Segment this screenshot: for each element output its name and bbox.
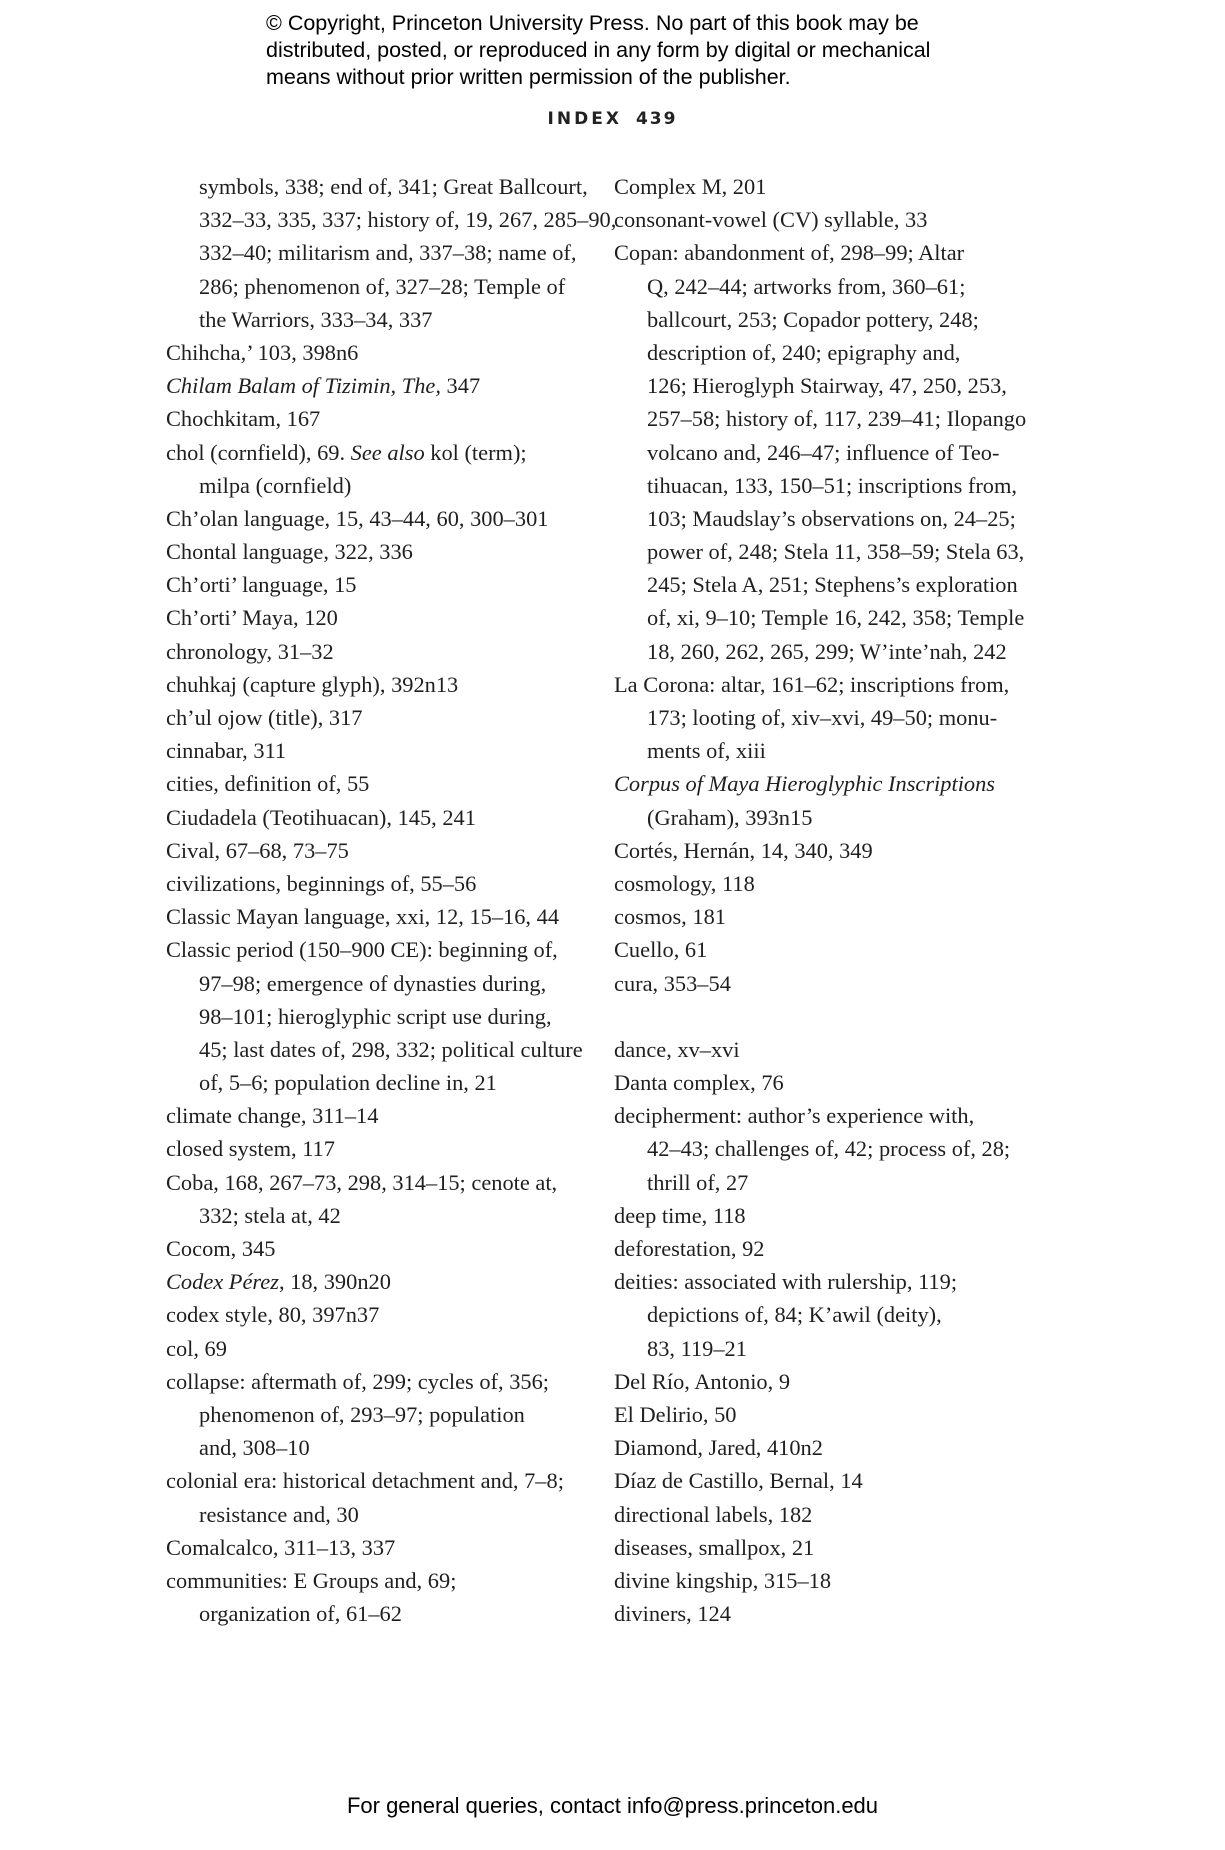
index-entry-line — [166, 369, 586, 402]
index-entry-line — [614, 933, 1034, 966]
index-entry-line — [614, 1564, 1034, 1597]
entry-text: , 18, 390n20 — [278, 1269, 391, 1295]
page-number: 439 — [635, 109, 678, 129]
entry-text: deforestation, 92 — [614, 1236, 765, 1261]
entry-text: Diamond, Jared, 410n2 — [614, 1435, 823, 1461]
index-column-right — [614, 170, 1034, 1630]
entry-text: phenomenon of, 293–97; population — [199, 1401, 525, 1427]
entry-text: thrill of, 27 — [647, 1169, 749, 1195]
entry-text: Chochkitam, 167 — [166, 406, 321, 432]
entry-text: 126; Hieroglyph Stairway, 47, 250, 253, — [647, 373, 1007, 399]
index-entry-line — [614, 767, 1034, 800]
entry-text: Díaz de Castillo, Bernal, 14 — [614, 1468, 863, 1494]
index-subentry-line — [614, 369, 1034, 402]
index-subentry-line — [614, 1298, 1034, 1331]
index-entry-line — [614, 967, 1034, 1000]
running-head-label: INDEX — [547, 109, 622, 129]
entry-text: diviners, 124 — [614, 1601, 731, 1627]
entry-text: collapse: aftermath of, 299; cycles of, 356; — [166, 1368, 550, 1394]
entry-text: chronology, 31–32 — [166, 638, 334, 664]
index-subentry-line — [166, 270, 586, 303]
index-entry-line — [166, 635, 586, 668]
index-subentry-line — [614, 303, 1034, 336]
index-subentry-line — [166, 469, 586, 502]
index-subentry-line — [166, 1066, 586, 1099]
entry-text: 18, 260, 262, 265, 299; W’inte’nah, 242 — [647, 638, 1007, 664]
entry-text: cosmology, 118 — [614, 870, 755, 896]
entry-text: Coba, 168, 267–73, 298, 314–15; cenote at, — [166, 1169, 558, 1195]
index-entry-line — [614, 1365, 1034, 1398]
index-subentry-line — [166, 1000, 586, 1033]
entry-text: depictions of, 84; K’awil (deity), — [647, 1302, 942, 1328]
entry-text: divine kingship, 315–18 — [614, 1567, 832, 1593]
index-subentry-line — [614, 535, 1034, 568]
entry-text: ballcourt, 253; Copador pottery, 248; — [647, 306, 979, 332]
entry-text: El Delirio, 50 — [614, 1401, 737, 1427]
entry-text: 286; phenomenon of, 327–28; Temple of — [199, 273, 566, 299]
index-entry-line — [614, 1431, 1034, 1464]
entry-text: communities: E Groups and, 69; — [166, 1567, 457, 1593]
index-entry-line — [166, 801, 586, 834]
entry-text: 98–101; hieroglyphic script use during, — [199, 1003, 552, 1029]
index-entry-line — [614, 236, 1034, 269]
entry-text: 257–58; history of, 117, 239–41; Ilopango — [647, 406, 1027, 432]
entry-text: cinnabar, 311 — [166, 738, 287, 764]
index-subentry-line — [166, 303, 586, 336]
index-entry-line — [166, 900, 586, 933]
entry-text: organization of, 61–62 — [199, 1601, 402, 1627]
index-subentry-line — [614, 1166, 1034, 1199]
entry-text: kol (term); — [424, 439, 527, 465]
index-subentry-line — [166, 1199, 586, 1232]
entry-text: Classic period (150–900 CE): beginning of, — [166, 937, 558, 963]
index-entry-line — [614, 1033, 1034, 1066]
entry-text: ch’ul ojow (title), 317 — [166, 705, 363, 730]
index-entry-line — [166, 568, 586, 601]
entry-text: col, 69 — [166, 1335, 227, 1361]
entry-text: volcano and, 246–47; influence of Teo- — [647, 439, 1000, 465]
entry-text: 42–43; challenges of, 42; process of, 28; — [647, 1136, 1011, 1162]
index-entry-line — [614, 1531, 1034, 1564]
index-subentry-line — [166, 170, 586, 203]
entry-text: 45; last dates of, 298, 332; political culture — [199, 1036, 583, 1062]
index-entry-line — [166, 1232, 586, 1265]
index-entry-line — [166, 1298, 586, 1331]
index-entry-line — [166, 668, 586, 701]
entry-text: Del Río, Antonio, 9 — [614, 1368, 791, 1394]
index-entry-line — [166, 601, 586, 634]
index-entry-line — [166, 867, 586, 900]
copyright-line: © Copyright, Princeton University Press. No part of this book may be — [266, 11, 919, 35]
running-head — [0, 109, 1225, 129]
index-subentry-line — [614, 635, 1034, 668]
entry-text: closed system, 117 — [166, 1136, 335, 1162]
entry-text: milpa (cornfield) — [199, 472, 352, 498]
index-subentry-line — [614, 502, 1034, 535]
index-subentry-line — [614, 270, 1034, 303]
entry-text: Chontal language, 322, 336 — [166, 539, 413, 565]
index-entry-line — [614, 900, 1034, 933]
index-entry-line — [166, 1265, 586, 1298]
index-entry-line — [614, 1099, 1034, 1132]
index-subentry-line — [166, 1431, 586, 1464]
index-subentry-line — [166, 1498, 586, 1531]
entry-text: Ciudadela (Teotihuacan), 145, 241 — [166, 804, 476, 830]
index-entry-line — [614, 170, 1034, 203]
entry-text: and, 308–10 — [199, 1435, 310, 1461]
index-entry-line — [614, 1597, 1034, 1630]
index-entry-line — [614, 1000, 1034, 1033]
index-subentry-line — [614, 436, 1034, 469]
footer-contact: For general queries, contact info@press.princeton.edu — [346, 1793, 879, 1818]
index-subentry-line — [614, 402, 1034, 435]
index-entry-line — [614, 668, 1034, 701]
index-subentry-line — [614, 701, 1034, 734]
entry-text: 173; looting of, xiv–xvi, 49–50; monu- — [647, 705, 998, 730]
index-entry-line — [166, 767, 586, 800]
index-entry-line — [614, 1464, 1034, 1497]
index-entry-line — [166, 1365, 586, 1398]
index-entry-line — [614, 1498, 1034, 1531]
entry-text: power of, 248; Stela 11, 358–59; Stela 63, — [647, 539, 1025, 565]
italic-title: Chilam Balam of Tizimin, The, — [166, 373, 441, 399]
entry-text: tihuacan, 133, 150–51; inscriptions from, — [647, 472, 1018, 498]
copyright-line: distributed, posted, or reproduced in any form by digital or mechanical — [266, 38, 931, 62]
entry-text: Q, 242–44; artworks from, 360–61; — [647, 273, 966, 299]
entry-text: deep time, 118 — [614, 1202, 746, 1228]
index-entry-line — [614, 1199, 1034, 1232]
index-entry-line — [614, 1066, 1034, 1099]
index-entry-line — [166, 1099, 586, 1132]
index-entry-line — [614, 867, 1034, 900]
index-subentry-line — [614, 734, 1034, 767]
entry-text: 347 — [440, 373, 481, 399]
index-entry-line — [166, 535, 586, 568]
entry-text: diseases, smallpox, 21 — [614, 1534, 815, 1560]
entry-text: Cival, 67–68, 73–75 — [166, 837, 349, 863]
entry-text: climate change, 311–14 — [166, 1103, 379, 1129]
index-entry-line — [614, 834, 1034, 867]
index-subentry-line — [166, 967, 586, 1000]
index-entry-line — [166, 402, 586, 435]
index-subentry-line — [166, 203, 617, 236]
entry-text: 245; Stela A, 251; Stephens’s exploration — [647, 572, 1018, 598]
entry-text: Complex M, 201 — [614, 174, 767, 199]
index-entry-line — [166, 834, 586, 867]
entry-text: codex style, 80, 397n37 — [166, 1302, 380, 1328]
index-entry-line — [166, 1332, 586, 1365]
index-entry-line — [166, 1464, 586, 1497]
entry-text: cities, definition of, 55 — [166, 771, 370, 797]
entry-text: description of, 240; epigraphy and, — [647, 339, 961, 365]
copyright-line: means without prior written permission of the publisher. — [266, 65, 791, 89]
index-subentry-line — [614, 601, 1034, 634]
entry-text: directional labels, 182 — [614, 1501, 813, 1527]
entry-text: Cortés, Hernán, 14, 340, 349 — [614, 837, 873, 863]
entry-text: 332–33, 335, 337; history of, 19, 267, 285–90, — [199, 207, 617, 233]
entry-text: chuhkaj (capture glyph), 392n13 — [166, 671, 459, 697]
index-entry-line — [166, 734, 586, 767]
entry-text: decipherment: author’s experience with, — [614, 1103, 975, 1129]
italic-title: Codex Pérez — [166, 1269, 279, 1295]
entry-text: Comalcalco, 311–13, 337 — [166, 1534, 396, 1560]
entry-text: chol (cornfield), 69. — [166, 439, 351, 465]
entry-text: Classic Mayan language, xxi, 12, 15–16, 44 — [166, 904, 560, 930]
index-subentry-line — [166, 1597, 586, 1630]
index-subentry-line — [166, 1033, 586, 1066]
index-subentry-line — [614, 568, 1034, 601]
index-entry-line — [166, 933, 586, 966]
entry-text: Ch’olan language, 15, 43–44, 60, 300–301 — [166, 505, 549, 531]
entry-text: Cocom, 345 — [166, 1236, 276, 1261]
index-entry-line — [614, 1232, 1034, 1265]
entry-text: Danta complex, 76 — [614, 1070, 784, 1096]
index-subentry-line — [166, 1398, 586, 1431]
entry-text: of, 5–6; population decline in, 21 — [199, 1070, 497, 1096]
entry-text: 332; stela at, 42 — [199, 1202, 341, 1228]
entry-text: colonial era: historical detachment and, 7–8; — [166, 1468, 564, 1494]
entry-text: ments of, xiii — [647, 738, 766, 764]
index-entry-line — [166, 1166, 586, 1199]
entry-text: consonant-vowel (CV) syllable, 33 — [614, 207, 928, 233]
index-column-left — [166, 170, 617, 1630]
entry-text: La Corona: altar, 161–62; inscriptions from, — [614, 671, 1010, 697]
entry-text: cura, 353–54 — [614, 970, 731, 996]
see-also-label: See also — [350, 439, 425, 465]
entry-text: 97–98; emergence of dynasties during, — [199, 970, 547, 996]
entry-text: of, xi, 9–10; Temple 16, 242, 358; Temple — [647, 605, 1025, 631]
entry-text: the Warriors, 333–34, 337 — [199, 306, 433, 332]
copyright-notice — [266, 10, 1026, 91]
index-entry-line — [614, 1398, 1034, 1431]
italic-title: Corpus of Maya Hieroglyphic Inscriptions — [614, 771, 996, 797]
index-entry-line — [166, 436, 586, 469]
index-subentry-line — [614, 469, 1034, 502]
index-subentry-line — [614, 1332, 1034, 1365]
entry-text: cosmos, 181 — [614, 904, 726, 930]
index-entry-line — [166, 1564, 586, 1597]
entry-text: dance, xv–xvi — [614, 1036, 740, 1062]
entry-text: deities: associated with rulership, 119; — [614, 1269, 958, 1295]
index-subentry-line — [614, 1132, 1034, 1165]
index-subentry-line — [166, 236, 586, 269]
entry-text: resistance and, 30 — [199, 1501, 359, 1527]
entry-text: Chihcha,’ 103, 398n6 — [166, 339, 359, 365]
index-entry-line — [614, 1265, 1034, 1298]
entry-text: Cuello, 61 — [614, 937, 708, 963]
entry-text: 103; Maudslay’s observations on, 24–25; — [647, 505, 1016, 531]
entry-text: 83, 119–21 — [647, 1335, 747, 1361]
index-entry-line — [166, 502, 586, 535]
index-subentry-line — [614, 801, 1034, 834]
index-entry-line — [166, 336, 586, 369]
entry-text: symbols, 338; end of, 341; Great Ballcourt, — [199, 174, 588, 199]
index-entry-line — [614, 203, 1034, 236]
entry-text: Copan: abandonment of, 298–99; Altar — [614, 240, 965, 266]
entry-text: Ch’orti’ Maya, 120 — [166, 605, 338, 631]
entry-text: Ch’orti’ language, 15 — [166, 572, 357, 598]
entry-text: civilizations, beginnings of, 55–56 — [166, 870, 477, 896]
index-subentry-line — [614, 336, 1034, 369]
index-entry-line — [166, 701, 586, 734]
index-entry-line — [166, 1531, 586, 1564]
index-entry-line — [166, 1132, 586, 1165]
entry-text: 332–40; militarism and, 337–38; name of, — [199, 240, 577, 266]
entry-text: (Graham), 393n15 — [647, 804, 813, 830]
